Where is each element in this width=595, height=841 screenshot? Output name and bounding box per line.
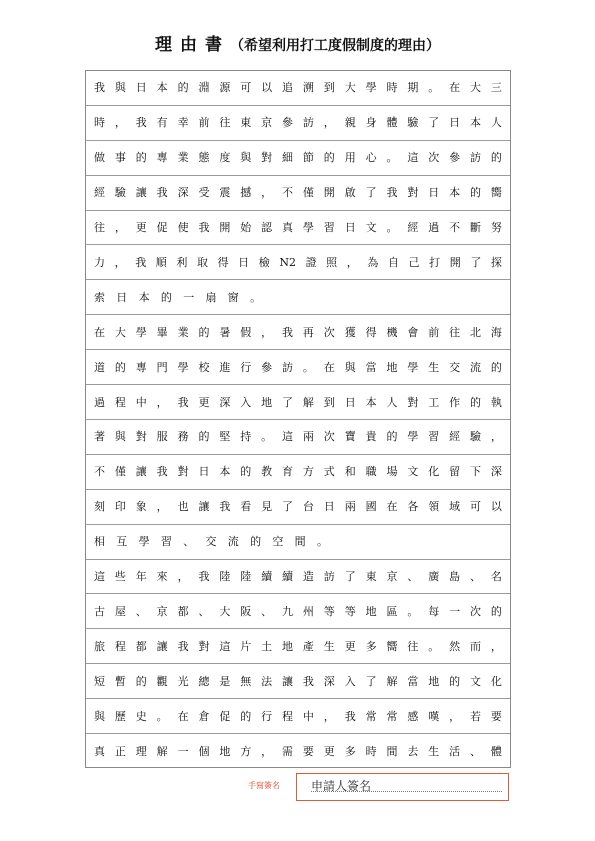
- title-subtitle: （希望利用打工度假制度的理由）: [230, 38, 440, 54]
- essay-line-text: 真 正 理 解 一 個 地 方 ， 需 要 更 多 時 間 去 生 活 、 體: [94, 744, 502, 758]
- signature-field[interactable]: [296, 773, 509, 801]
- essay-line-text: 時 ， 我 有 幸 前 往 東 京 參 訪 ， 親 身 體 驗 了 日 本 人: [94, 116, 502, 130]
- essay-line: [86, 629, 510, 664]
- essay-line-text: 刻 印 象 ， 也 讓 我 看 見 了 台 日 兩 國 在 各 領 域 可 以: [94, 500, 502, 514]
- essay-line: [86, 315, 510, 350]
- essay-line-text: 旅 程 都 讓 我 對 這 片 土 地 產 生 更 多 嚮 往 。 然 而 ，: [94, 639, 502, 653]
- essay-line-text: 往 ， 更 促 使 我 開 始 認 真 學 習 日 文 。 經 過 不 斷 努: [94, 221, 502, 235]
- essay-line: [86, 350, 510, 385]
- page-title: [0, 30, 595, 55]
- essay-box: [85, 70, 511, 768]
- essay-line: [86, 246, 510, 281]
- essay-line: [86, 664, 510, 699]
- essay-line-text: 經 驗 讓 我 深 受 震 撼 ， 不 僅 開 啟 了 我 對 日 本 的 嚮: [94, 186, 502, 200]
- essay-line-text: 做 事 的 專 業 態 度 與 對 細 節 的 用 心 。 這 次 參 訪 的: [94, 151, 502, 165]
- essay-line-text: 相 互 學 習 、 交 流 的 空 間 。: [94, 535, 328, 549]
- essay-line-text: 在 大 學 畢 業 的 暑 假 ， 我 再 次 獲 得 機 會 前 往 北 海: [94, 325, 502, 339]
- essay-line: [86, 106, 510, 141]
- essay-line: [86, 734, 510, 769]
- essay-line-text: 這 些 年 來 ， 我 陸 陸 續 續 造 訪 了 東 京 、 廣 島 、 名: [94, 570, 502, 584]
- essay-line-text: 與 歷 史 。 在 倉 促 的 行 程 中 ， 我 常 常 感 嘆 ， 若 要: [94, 709, 502, 723]
- essay-line: [86, 71, 510, 106]
- signature-label: 手寫簽名: [248, 781, 280, 790]
- essay-line-text: 道 的 專 門 學 校 進 行 參 訪 。 在 與 當 地 學 生 交 流 的: [94, 360, 502, 374]
- essay-line: [86, 385, 510, 420]
- essay-line: [86, 176, 510, 211]
- title-main: 理由書: [155, 35, 230, 55]
- essay-line: [86, 141, 510, 176]
- essay-line: [86, 560, 510, 595]
- essay-line: [86, 525, 510, 560]
- essay-line-text: 古 屋 、 京 都 、 大 阪 、 九 州 等 等 地 區 。 每 一 次 的: [94, 604, 502, 618]
- essay-line-text: 我 與 日 本 的 淵 源 可 以 追 溯 到 大 學 時 期 。 在 大 三: [94, 81, 502, 95]
- essay-line: [86, 280, 510, 315]
- essay-line-text: 過 程 中 ， 我 更 深 入 地 了 解 到 日 本 人 對 工 作 的 執: [94, 395, 502, 409]
- essay-line: [86, 490, 510, 525]
- essay-line-text: 索 日 本 的 一 扇 窗 。: [94, 290, 262, 304]
- signature-placeholder: 申請人簽名: [311, 779, 372, 793]
- essay-line-text: 力 ， 我 順 利 取 得 日 檢 N2 證 照 ， 為 自 己 打 開 了 探: [94, 255, 502, 269]
- essay-line-text: 短 暫 的 觀 光 總 是 無 法 讓 我 深 入 了 解 當 地 的 文 化: [94, 674, 502, 688]
- signature-line: [311, 791, 502, 792]
- essay-line: [86, 595, 510, 630]
- essay-line: [86, 455, 510, 490]
- essay-line: [86, 420, 510, 455]
- essay-line-text: 不 僅 讓 我 對 日 本 的 教 育 方 式 和 職 場 文 化 留 下 深: [94, 465, 502, 479]
- essay-line: [86, 211, 510, 246]
- essay-line-text: 著 與 對 服 務 的 堅 持 。 這 兩 次 寶 貴 的 學 習 經 驗 ，: [94, 430, 502, 444]
- essay-line: [86, 699, 510, 734]
